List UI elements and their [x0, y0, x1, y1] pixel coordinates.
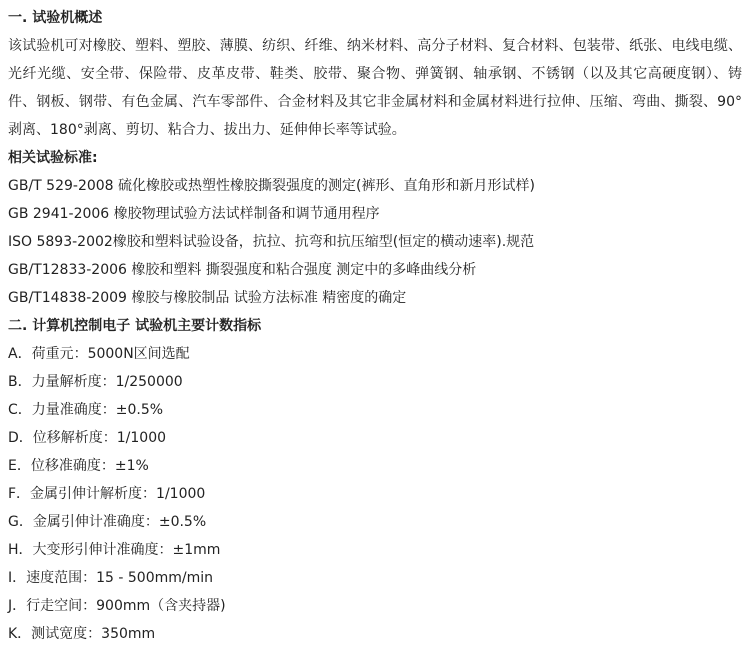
- spec-item: C．力量准确度：±0.5%: [8, 402, 164, 418]
- section1-paragraph: 该试验机可对橡胶、塑料、塑胶、薄膜、纺织、纤维、纳米材料、高分子材料、复合材料、包装带、纸张、电线电缆、光纤光缆、安全带、保险带、皮革皮带、鞋类、胶带、聚合物、弹簧钢、轴承钢、不锈钢（以及其它高硬度钢）、铸件、钢板、钢带、有色金属、汽车零部件、合金材料及其它非金属材料和金属材料进行拉伸、压缩、弯曲、撕裂、90°剥离、180°剥离、剪切、粘合力、拔出力、延伸伸长率等试验。: [8, 38, 742, 138]
- section1-heading: 一. 试验机概述: [8, 10, 103, 26]
- spec-item: B．力量解析度：1/250000: [8, 374, 183, 390]
- standard-item: GB/T14838-2009 橡胶与橡胶制品 试验方法标准 精密度的确定: [8, 290, 407, 306]
- spec-item: I．速度范围：15 - 500mm/min: [8, 570, 214, 586]
- spec-item: E．位移准确度：±1%: [8, 458, 149, 474]
- spec-item: G．金属引伸计准确度：±0.5%: [8, 514, 207, 530]
- spec-item: K．测试宽度：350mm: [8, 626, 156, 642]
- standards-heading: 相关试验标准:: [8, 150, 98, 166]
- spec-item: D．位移解析度：1/1000: [8, 430, 167, 446]
- standard-item: GB 2941-2006 橡胶物理试验方法试样制备和调节通用程序: [8, 206, 380, 222]
- spec-item: F．金属引伸计解析度：1/1000: [8, 486, 206, 502]
- standard-item: GB/T12833-2006 橡胶和塑料 撕裂强度和粘合强度 测定中的多峰曲线分析: [8, 262, 477, 278]
- standard-item: GB/T 529-2008 硫化橡胶或热塑性橡胶撕裂强度的测定(裤形、直角形和新月形试样): [8, 178, 535, 194]
- standard-item: ISO 5893-2002橡胶和塑料试验设备，抗拉、抗弯和抗压缩型(恒定的横动速率).规范: [8, 234, 535, 250]
- section2-heading: 二. 计算机控制电子 试验机主要计数指标: [8, 318, 262, 334]
- spec-item: A．荷重元：5000N区间选配: [8, 346, 190, 362]
- spec-item: J．行走空间：900mm（含夹持器): [8, 598, 226, 614]
- spec-item: H．大变形引伸计准确度：±1mm: [8, 542, 221, 558]
